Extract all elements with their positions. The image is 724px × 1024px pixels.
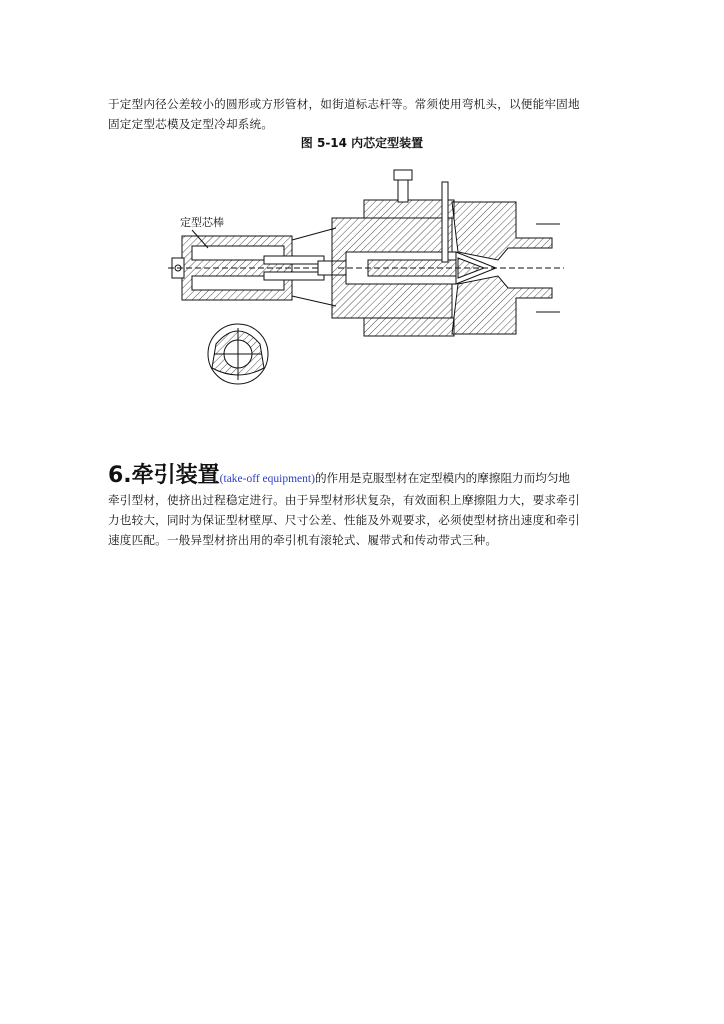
intro-line-1: 于定型内径公差较小的圆形或方形管材，如街道标志杆等。常须使用弯机头，以便能牢固地 xyxy=(108,97,580,111)
section-title: 6.牵引装置 xyxy=(108,463,220,488)
section-heading-line xyxy=(108,458,628,489)
section-line-2: 力也较大，同时为保证型材壁厚、尺寸公差、性能及外观要求，必须使型材挤出速度和牵引 xyxy=(108,513,580,527)
section-line-1: 牵引型材，使挤出过程稳定进行。由于异型材形状复杂，有效面积上摩擦阻力大，要求牵引 xyxy=(108,493,580,507)
section-paragraph xyxy=(108,490,620,550)
section-first-line: 的作用是克服型材在定型模内的摩擦阻力而均匀地 xyxy=(314,471,571,485)
mandrel-label: 定型芯棒 xyxy=(180,216,224,229)
intro-paragraph xyxy=(108,94,620,134)
mandrel-sizing-figure xyxy=(168,168,568,408)
section-english-term: (take-off equipment) xyxy=(219,473,315,485)
technical-drawing xyxy=(168,168,568,408)
figure-caption: 图 5-14 内芯定型装置 xyxy=(300,136,424,150)
section-line-3: 速度匹配。一般异型材挤出用的牵引机有滚轮式、履带式和传动带式三种。 xyxy=(108,533,498,547)
intro-line-2: 固定定型芯模及定型冷却系统。 xyxy=(108,117,274,131)
